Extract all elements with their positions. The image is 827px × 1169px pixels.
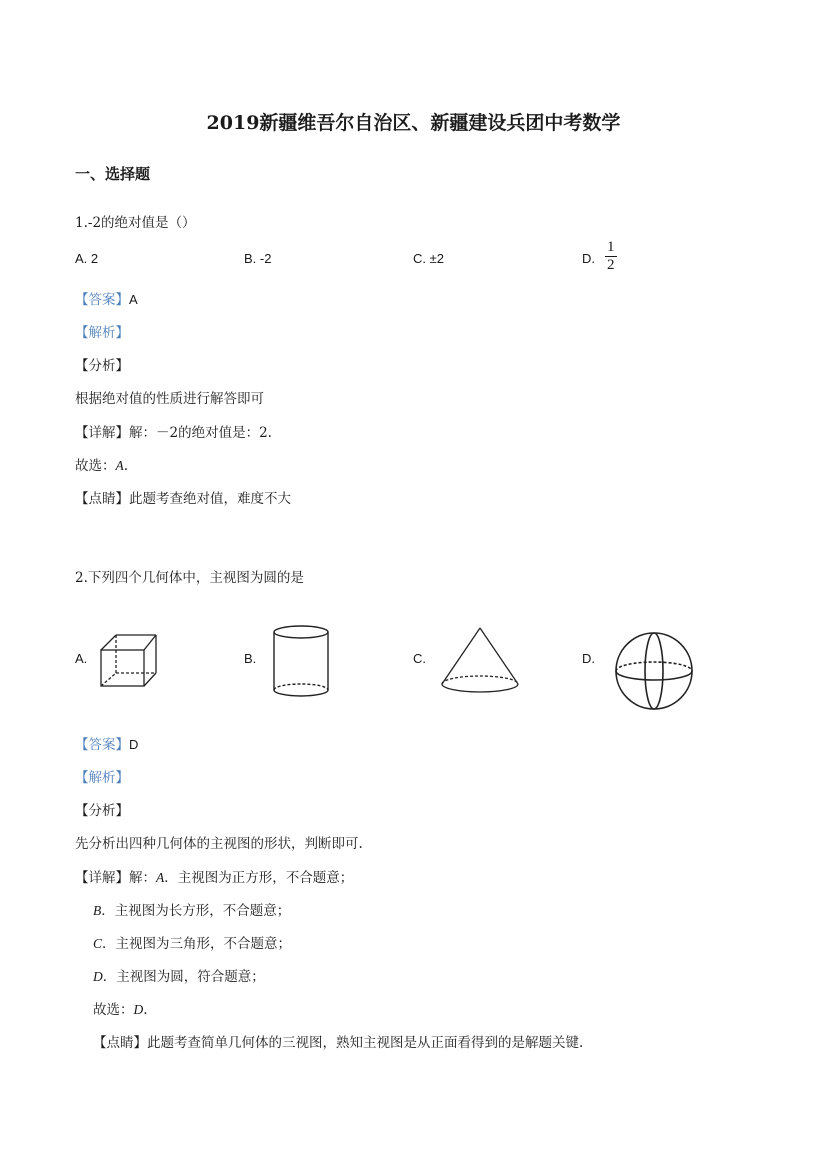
q2-choice xyxy=(93,998,148,1018)
q1-detail xyxy=(75,421,272,441)
page-title: 2019新疆维吾尔自治区、新疆建设兵团中考数学 xyxy=(206,112,621,134)
q2-option-b: B. xyxy=(244,651,257,666)
answer-value: A xyxy=(129,292,138,307)
q2-analysis-tag: 【解析】 xyxy=(75,770,129,786)
q1-option-b: B. -2 xyxy=(244,251,272,266)
fraction-denominator: 2 xyxy=(607,257,615,273)
answer-tag: 【答案】 xyxy=(75,737,129,753)
q1-choice xyxy=(75,454,128,474)
choice-value: D xyxy=(133,1002,144,1017)
q1-option-d xyxy=(582,239,617,274)
cube-figure xyxy=(98,632,160,688)
q2-detail-line-2 xyxy=(93,899,290,919)
detail-prefix: 解： xyxy=(129,870,156,886)
q2-stem: 2.下列四个几何体中，主视图为圆的是 xyxy=(75,570,304,586)
q2-comment xyxy=(93,1031,583,1051)
choice-end: . xyxy=(143,1002,148,1018)
q1-answer xyxy=(75,288,138,308)
detail-letter: D xyxy=(93,969,103,984)
q1-analysis-tag: 【解析】 xyxy=(75,325,129,341)
q2-option-a: A. xyxy=(75,651,88,666)
cylinder-figure xyxy=(272,624,330,700)
cone-figure xyxy=(440,626,520,696)
choice-text: 故选： xyxy=(93,1002,134,1018)
q2-option-d: D. xyxy=(582,651,595,666)
choice-text: 故选： xyxy=(75,458,116,474)
sphere-figure xyxy=(613,630,695,712)
q1-option-d-label: D. xyxy=(582,251,595,266)
q2-detail-line-1 xyxy=(75,866,353,886)
fraction-one-half xyxy=(605,239,617,274)
answer-value: D xyxy=(129,737,139,752)
detail-rest: ．主视图为三角形，不合题意； xyxy=(102,936,292,952)
q1-option-a: A. 2 xyxy=(75,251,99,266)
comment-tag: 【点睛】 xyxy=(75,491,129,507)
comment-text: 此题考查简单几何体的三视图，熟知主视图是从正面看得到的是解题关键. xyxy=(147,1035,584,1051)
detail-tag: 【详解】 xyxy=(75,870,129,886)
q2-fenxi-text: 先分析出四种几何体的主视图的形状，判断即可. xyxy=(75,836,363,852)
q1-fenxi-text: 根据绝对值的性质进行解答即可 xyxy=(75,391,264,407)
detail-rest: ．主视图为长方形，不合题意； xyxy=(101,903,291,919)
answer-tag: 【答案】 xyxy=(75,292,129,308)
q2-detail-line-3 xyxy=(93,932,291,952)
detail-letter: B xyxy=(93,903,102,918)
q2-detail-line-4 xyxy=(93,965,265,985)
q2-answer xyxy=(75,733,138,753)
detail-text: 解：－2的绝对值是：2. xyxy=(129,425,272,441)
q2-option-c: C. xyxy=(413,651,426,666)
section-heading: 一、选择题 xyxy=(75,165,151,183)
q1-fenxi-tag: 【分析】 xyxy=(75,358,129,374)
q2-fenxi-tag: 【分析】 xyxy=(75,803,129,819)
choice-value: A xyxy=(115,458,124,473)
comment-text: 此题考查绝对值，难度不大 xyxy=(129,491,291,507)
detail-letter: A xyxy=(156,870,165,885)
detail-rest: ．主视图为正方形，不合题意； xyxy=(164,870,354,886)
choice-end: . xyxy=(123,458,129,474)
q1-comment xyxy=(75,487,291,507)
detail-rest: ．主视图为圆，符合题意； xyxy=(102,969,265,985)
detail-letter: C xyxy=(93,936,103,951)
detail-tag: 【详解】 xyxy=(75,425,129,441)
q1-option-c: C. ±2 xyxy=(413,251,444,266)
comment-tag: 【点睛】 xyxy=(93,1035,147,1051)
q1-stem: 1.-2的绝对值是（） xyxy=(75,215,196,231)
fraction-numerator: 1 xyxy=(607,239,615,255)
